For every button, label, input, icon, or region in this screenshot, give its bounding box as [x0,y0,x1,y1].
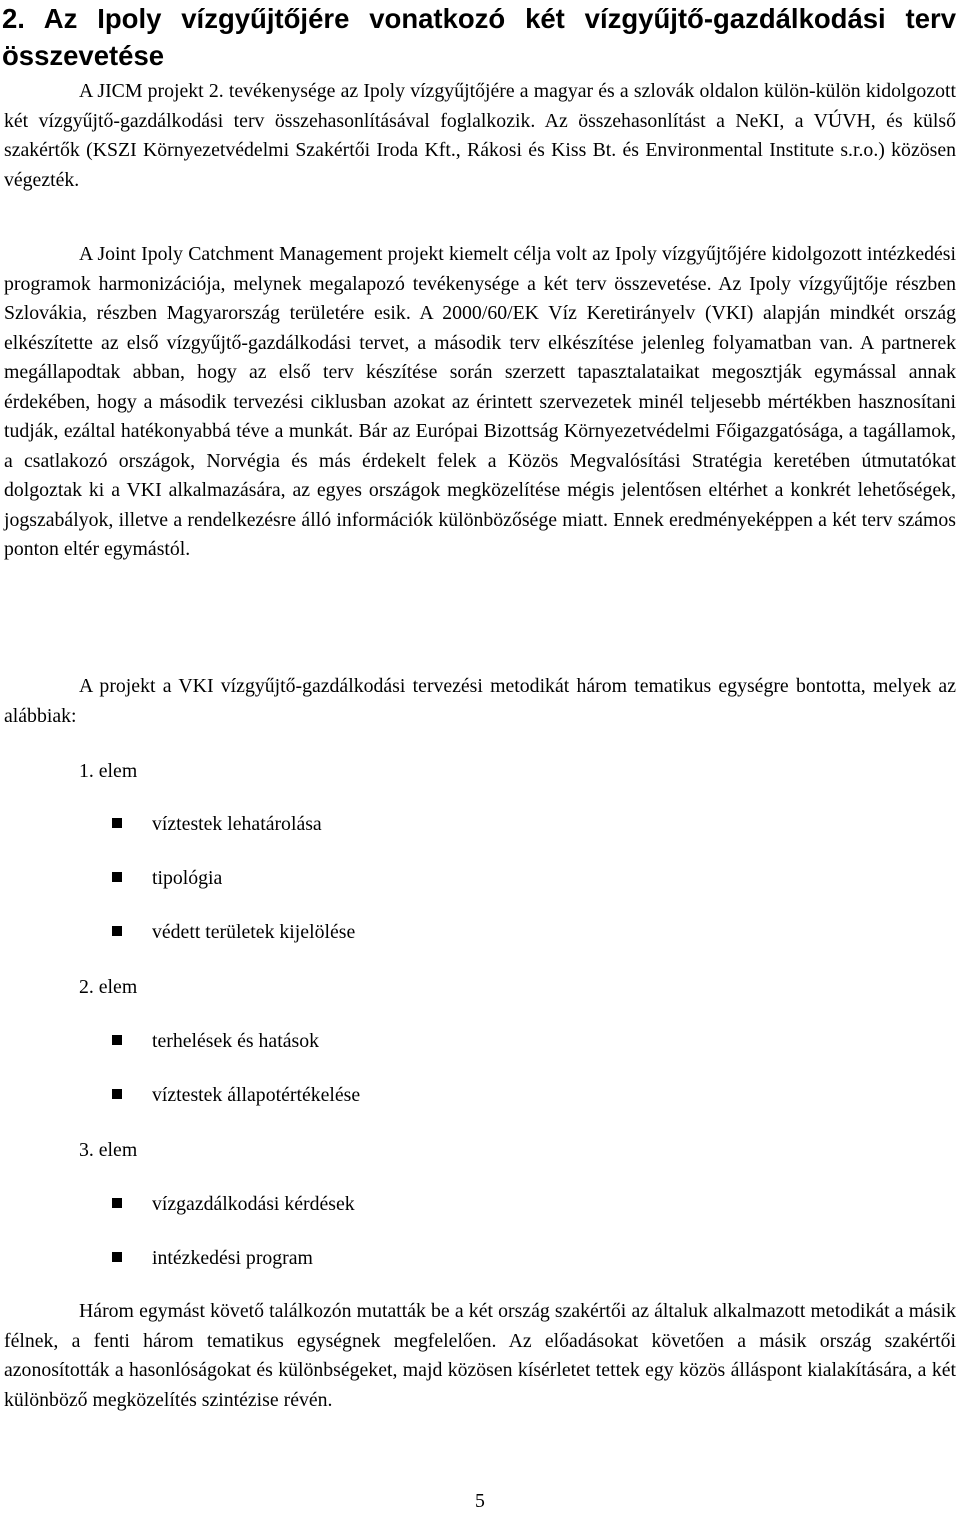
page-number: 5 [475,1490,485,1512]
section-heading: 2. Az Ipoly vízgyűjtőjére vonatkozó két vízgyűjtő-gazdálkodási terv összevetése [2,3,956,71]
list-item: védett területek kijelölése [112,918,355,946]
paragraph-meetings: Három egymást követő találkozón mutatták be a két ország szakértői az általuk alkalmazott metodikát a másik félnek, a fenti három tematikus egységnek megfelelően. Az előadásokat követően a másik ország szakértői azonosították a hasonlóságokat és különbségeket, majd közösen kísérletet tettek egy közös álláspont kialakítására, a két különböző megközelítés szintézise révén. [4,1300,956,1411]
square-bullet-icon [112,818,122,828]
square-bullet-icon [112,1089,122,1099]
list-item: víztestek állapotértékelése [112,1081,360,1109]
paragraph-intro: A JICM projekt 2. tevékenysége az Ipoly vízgyűjtőjére a magyar és a szlovák oldalon külön-külön kidolgozott két vízgyűjtő-gazdálkodási terv összehasonlításával foglalkozik. Az összehasonlítást a NeKI, a VÚVH, és külső szakértők (KSZI Környezetvédelmi Szakértői Iroda Kft., Rákosi és Kiss Bt. és Environmental Institute s.r.o.) közösen végezték. [4,80,956,191]
paragraph-project-goal: A Joint Ipoly Catchment Management projekt kiemelt célja volt az Ipoly vízgyűjtőjére kidolgozott intézkedési programok harmonizációja, melynek megalapozó tevékenysége a két terv összevetése. Az Ipoly vízgyűjtője részben Szlovákia, részben Magyarország területére esik. A 2000/60/EK Víz Keretirányelv (VKI) alapján mindkét ország elkészítette az első vízgyűjtő-gazdálkodási tervet, a második terv elkészítése jelenleg folyamatban van. A partnerek megállapodtak abban, hogy az első terv készítése során szerzett tapasztalataikat megosztják egymással annak érdekében, hogy a második tervezési ciklusban azokat az érintett szervezetek minél teljesebb mértékben hasznosítani tudják, ezáltal hatékonyabbá téve a munkát. Bár az Európai Bizottság Környezetvédelmi Főigazgatósága, a tagállamok, a csatlakozó országok, Norvégia és más érdekelt felek a Közös Megvalósítási Stratégia keretében útmutatókat dolgoztak ki a VKI alkalmazására, az egyes országok megközelítése mégis jelentősen eltérhet a konkrét lehetőségek, jogszabályok, illetve a rendelkezésre álló információk különbözősége miatt. Ennek eredményeképpen a két terv számos ponton eltér egymástól. [4,243,956,560]
list-item: intézkedési program [112,1244,313,1272]
element-label-3: 3. elem [79,1139,138,1161]
element-label-2: 2. elem [79,976,138,998]
square-bullet-icon [112,1252,122,1262]
square-bullet-icon [112,1035,122,1045]
paragraph-methodology: A projekt a VKI vízgyűjtő-gazdálkodási tervezési metodikát három tematikus egységre bontotta, melyek az alábbiak: [4,675,956,727]
list-item: víztestek lehatárolása [112,810,322,838]
square-bullet-icon [112,1198,122,1208]
list-item: terhelések és hatások [112,1027,319,1055]
list-item: vízgazdálkodási kérdések [112,1190,355,1218]
element-label-1: 1. elem [79,760,138,782]
square-bullet-icon [112,926,122,936]
list-item: tipológia [112,864,222,892]
square-bullet-icon [112,872,122,882]
